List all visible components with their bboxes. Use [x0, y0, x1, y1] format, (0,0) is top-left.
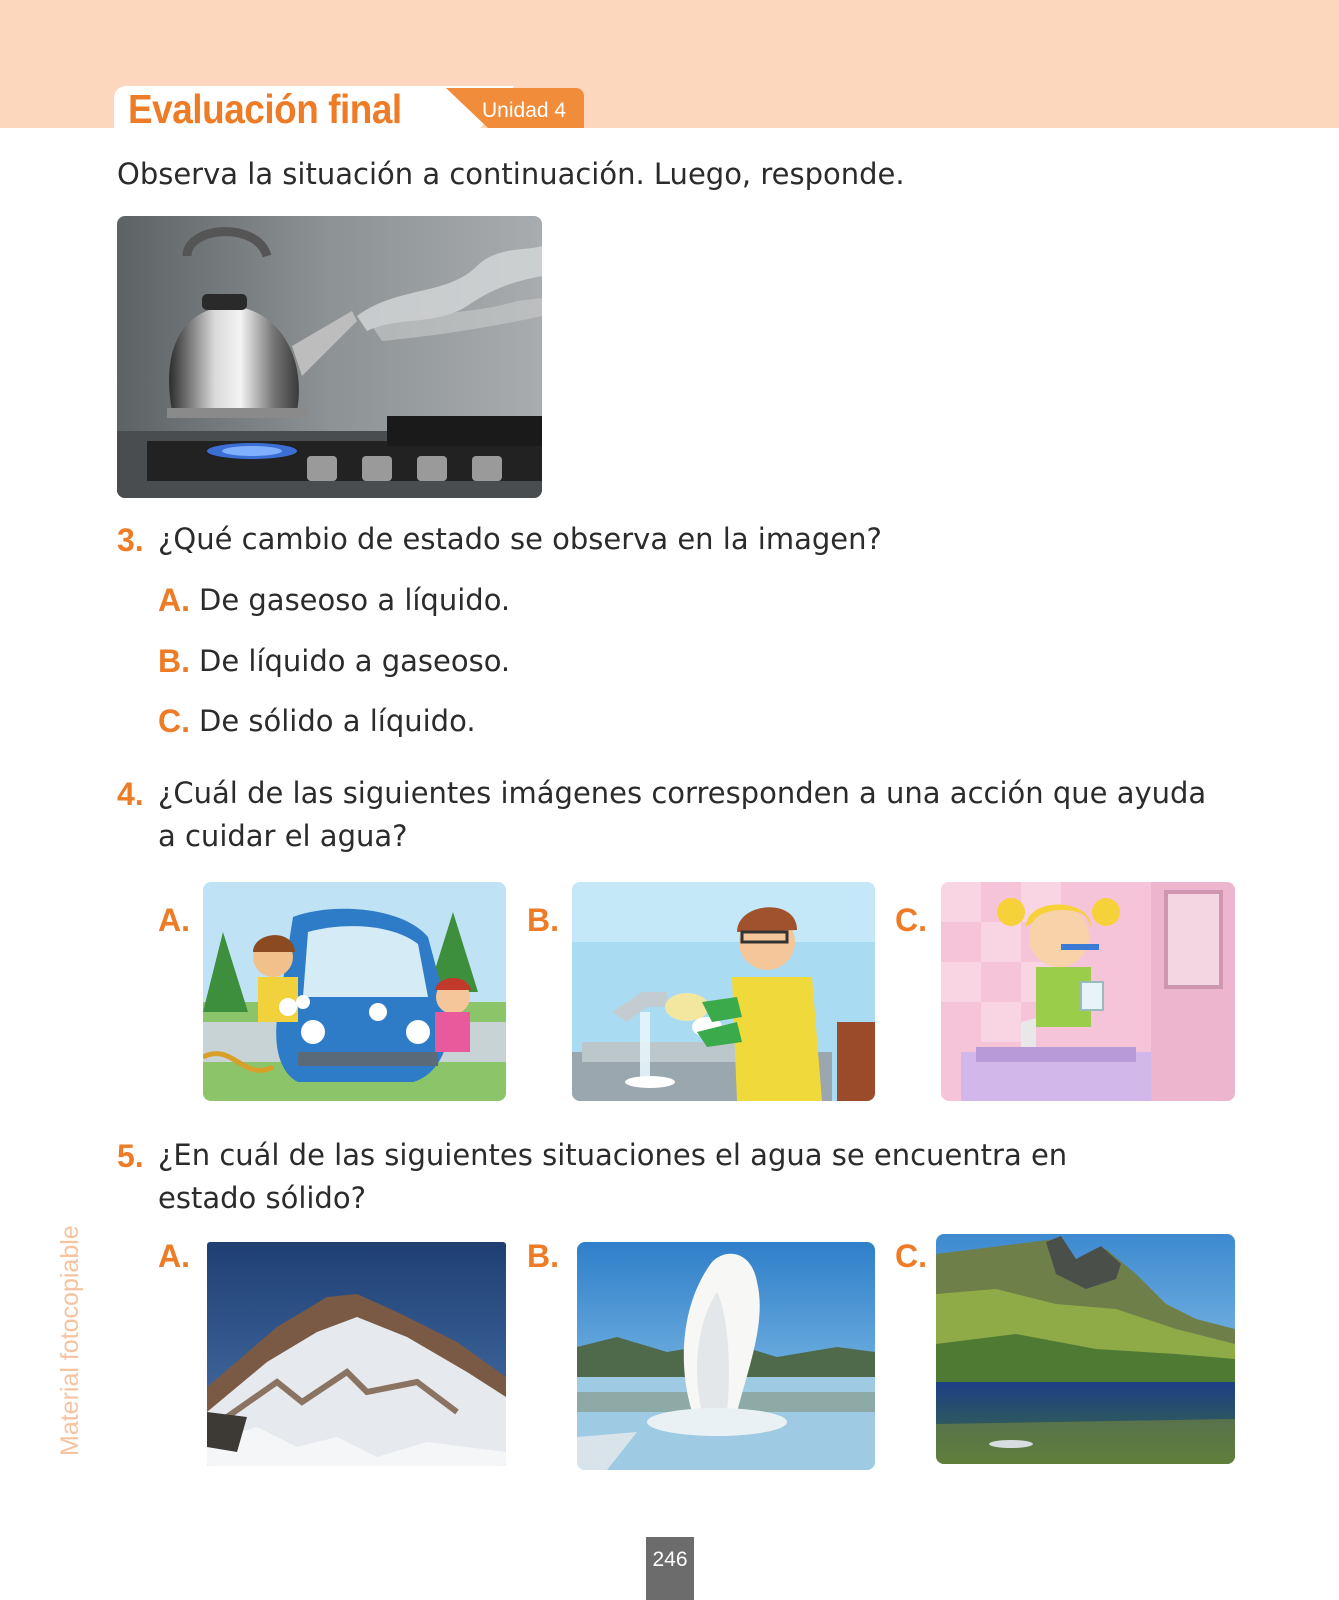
- question-3-option-b-text[interactable]: De líquido a gaseoso.: [199, 644, 511, 678]
- question-5-option-c-letter[interactable]: C.: [895, 1238, 927, 1274]
- question-4-option-c-letter[interactable]: C.: [895, 902, 927, 938]
- question-4-number: 4.: [117, 776, 144, 812]
- car-washing-illustration[interactable]: [203, 882, 506, 1101]
- instruction-text: Observa la situación a continuación. Luego, responde.: [117, 157, 905, 191]
- question-5-number: 5.: [117, 1138, 144, 1174]
- question-3-number: 3.: [117, 522, 144, 558]
- tooth-brushing-illustration[interactable]: [941, 882, 1235, 1101]
- question-5-text-line2: estado sólido?: [158, 1181, 366, 1215]
- question-3-option-c-letter[interactable]: C.: [158, 703, 190, 739]
- lake-landscape-photo[interactable]: [936, 1234, 1235, 1464]
- side-label: Material fotocopiable: [56, 1225, 84, 1456]
- question-5-text-line1: ¿En cuál de las siguientes situaciones el agua se encuentra en: [158, 1138, 1068, 1172]
- kettle-photo: [117, 216, 542, 498]
- question-3-option-a-text[interactable]: De gaseoso a líquido.: [199, 583, 511, 617]
- question-4-text-line2: a cuidar el agua?: [158, 819, 408, 853]
- page-number: 246: [652, 1548, 688, 1571]
- snowy-mountain-photo[interactable]: [207, 1242, 506, 1466]
- question-4-option-b-letter[interactable]: B.: [527, 902, 559, 938]
- question-4-option-a-letter[interactable]: A.: [158, 902, 190, 938]
- question-3-option-b-letter[interactable]: B.: [158, 643, 190, 679]
- geyser-photo[interactable]: [577, 1242, 875, 1470]
- page-title: Evaluación final: [128, 86, 402, 132]
- question-4-text-line1: ¿Cuál de las siguientes imágenes corresponden a una acción que ayuda: [158, 776, 1207, 810]
- question-5-option-a-letter[interactable]: A.: [158, 1238, 190, 1274]
- unit-label: Unidad 4: [482, 99, 567, 122]
- question-3-option-c-text[interactable]: De sólido a líquido.: [199, 704, 476, 738]
- question-5-option-b-letter[interactable]: B.: [527, 1238, 559, 1274]
- question-3-text: ¿Qué cambio de estado se observa en la imagen?: [158, 522, 882, 556]
- question-3-option-a-letter[interactable]: A.: [158, 582, 190, 618]
- dish-washing-illustration[interactable]: [572, 882, 875, 1101]
